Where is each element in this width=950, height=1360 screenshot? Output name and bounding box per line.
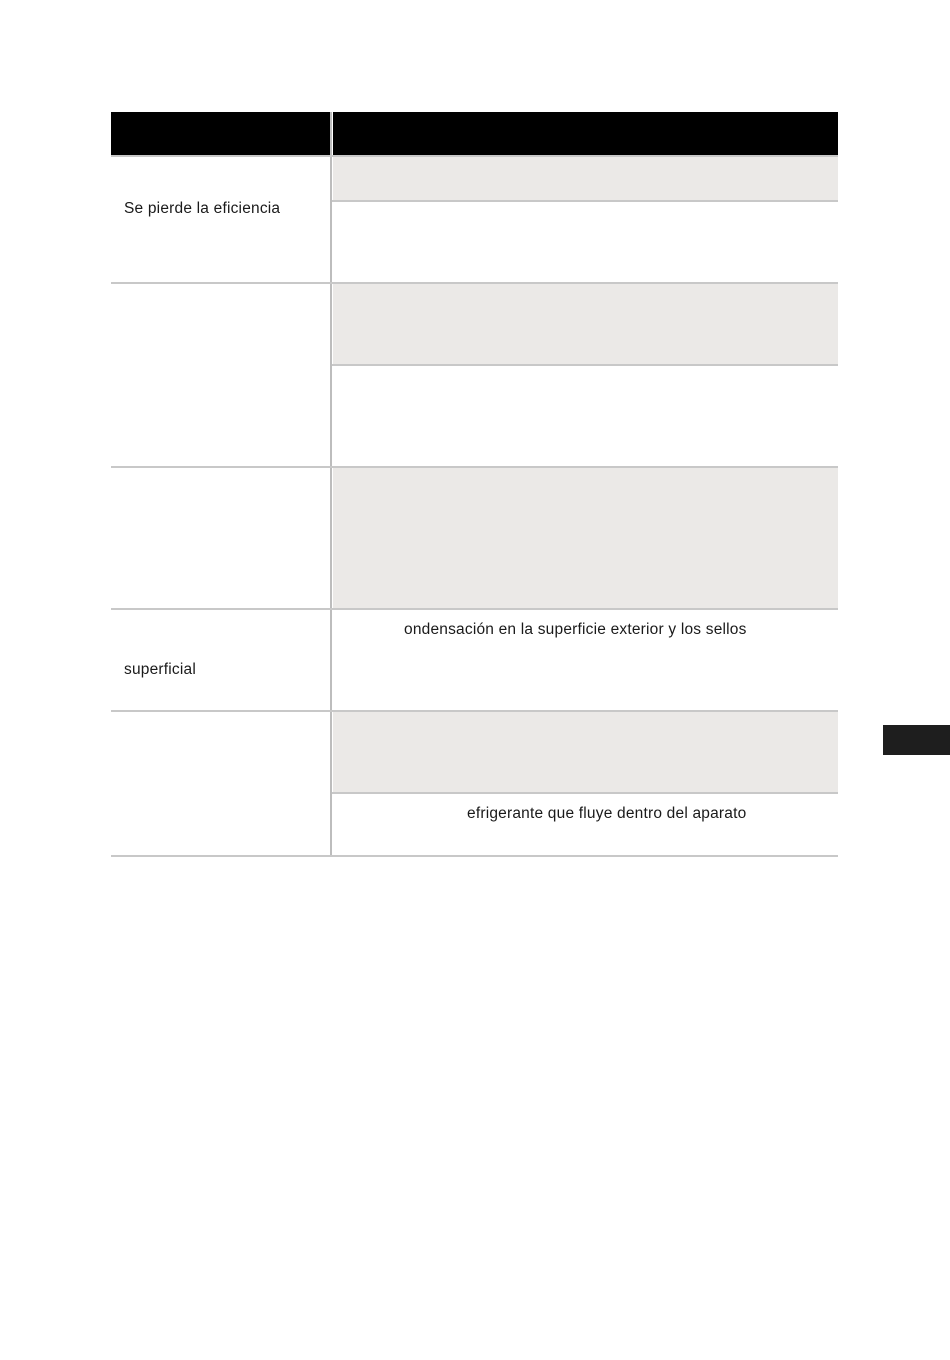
row-divider <box>111 608 838 610</box>
cause-cell-shaded <box>333 157 838 200</box>
column-divider <box>330 112 332 856</box>
cause-text: ondensación en la superficie exterior y los sellos <box>404 621 747 638</box>
problem-cell: Se pierde la eficiencia <box>124 200 281 217</box>
row-divider <box>111 855 838 857</box>
subrow-divider <box>332 364 838 366</box>
section-tab <box>883 725 950 755</box>
problem-cell: superficial <box>124 661 196 678</box>
row-divider <box>111 282 838 284</box>
subrow-divider <box>332 200 838 202</box>
cause-cell-shaded <box>333 284 838 364</box>
row-divider <box>111 710 838 712</box>
row-divider <box>111 155 838 157</box>
cause-cell-shaded <box>333 468 838 608</box>
table-header-col1 <box>111 112 330 155</box>
cause-text: efrigerante que fluye dentro del aparato <box>467 805 747 822</box>
cause-cell-shaded <box>333 712 838 792</box>
table-header-col2 <box>333 112 838 155</box>
subrow-divider <box>332 792 838 794</box>
row-divider <box>111 466 838 468</box>
